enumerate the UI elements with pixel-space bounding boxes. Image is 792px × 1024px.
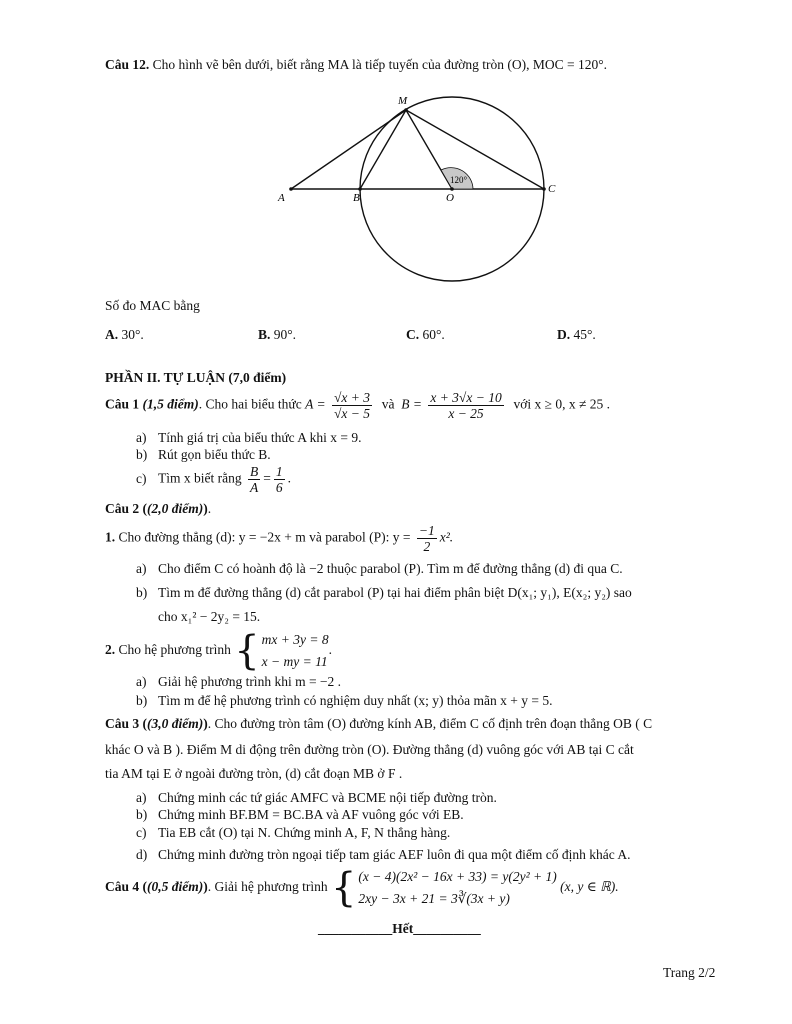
q12-option-c: C. 60°.	[406, 327, 445, 342]
c3-line3: tia AM tại E ở ngoài đường tròn, (d) cắt đoạn MB ở F .	[105, 766, 403, 781]
c1-stem: Câu 1 (1,5 điểm). Cho hai biểu thức A = $\frac{√x + 3}{√x - 5}$ và B = $\frac{x + 3√x - 10}{x - 25}$ với x ≥ 0, x ≠ 25 .	[105, 390, 611, 421]
label-a: A	[278, 192, 285, 204]
c3-b: b) Chứng minh BF.BM = BC.BA và AF vuông góc với EB.	[136, 807, 464, 822]
q12-question: Số đo MAC bằng	[105, 298, 200, 313]
c1-a: a) Tính giá trị của biểu thức A khi x = 9.	[136, 430, 362, 445]
frac-a: $\frac{√x + 3}{√x - 5}$	[333, 390, 370, 421]
page-number: Trang 2/2	[663, 965, 716, 980]
c2-c: a) Giải hệ phương trình khi m = −2 .	[136, 674, 342, 689]
c3-line2: khác O và B ). Điểm M di động trên đường tròn (O). Đường thẳng (d) vuông góc với AB tại C cắt	[105, 742, 634, 757]
label-o: O	[446, 192, 454, 204]
q12-option-a: A. 30°.	[105, 327, 144, 342]
point-b	[358, 187, 362, 191]
c2-b-line1: b) Tìm m để đường thẳng (d) cắt parabol (P) tại hai điểm phân biệt D(x₁; y₁), E(x₂; y₂) sao	[136, 585, 632, 600]
c3-line1: Câu 3 ((3,0 điểm)). Cho đường tròn tâm (O) đường kính AB, điểm C cố định trên đoạn thẳng OB ( C	[105, 716, 653, 731]
q12-option-d: D. 45°.	[557, 327, 596, 342]
segment-mc	[406, 110, 544, 189]
point-o	[450, 187, 454, 191]
c1-b: b) Rút gọn biểu thức B.	[136, 447, 271, 462]
c3-c: c) Tia EB cắt (O) tại N. Chứng minh A, F, N thẳng hàng.	[136, 825, 451, 840]
point-m	[404, 108, 408, 112]
c2-a: a) Cho điểm C có hoành độ là −2 thuộc parabol (P). Tìm m để đường thẳng (d) đi qua C.	[136, 561, 623, 576]
label-b: B	[353, 192, 360, 204]
c4: Câu 4 ((0,5 điểm)). Giải hệ phương trình { (x − 4)(2x² − 16x + 33) = y(2y² + 1) 2xy − 3x + 21 = 3∛(3x + y) (x, y ∈ ℝ).	[105, 865, 619, 911]
c2-d: b) Tìm m để hệ phương trình có nghiệm duy nhất (x; y) thỏa mãn x + y = 5.	[136, 693, 553, 708]
segment-am	[291, 110, 406, 189]
segment-mb	[360, 110, 406, 189]
q12-option-b: B. 90°.	[258, 327, 297, 342]
c3-d: d) Chứng minh đường tròn ngoại tiếp tam giác AEF luôn đi qua một điểm cố định khác A.	[136, 847, 631, 862]
c3-a: a) Chứng minh các tứ giác AMFC và BCME nội tiếp đường tròn.	[136, 790, 497, 805]
end-marker: ___________Hết__________	[318, 921, 481, 936]
label-m: M	[398, 95, 408, 107]
c1-c: c) Tìm x biết rằng $\frac{B}{A}$ = $\frac{1}{6}$ .	[136, 464, 291, 495]
c2-part1: 1. Cho đường thẳng (d): y = −2x + m và parabol (P): y = $\frac{-1}{2}$ x².	[105, 523, 454, 554]
c2-b-line2: cho x₁² − 2y₂ = 15.	[158, 609, 261, 624]
label-c: C	[548, 183, 556, 195]
q12-text: Cho hình vẽ bên dưới, biết rằng MA là tiếp tuyến của đường tròn (O), MOC = 120°.	[152, 57, 607, 72]
point-c	[542, 187, 546, 191]
geometry-figure	[270, 88, 570, 288]
q12-stem	[105, 56, 607, 74]
frac-b: $\frac{x + 3√x - 10}{x - 25}$	[430, 390, 502, 421]
c2-part2: 2. Cho hệ phương trình { mx + 3y = 8 x − my = 11 .	[105, 628, 332, 674]
point-a	[289, 187, 293, 191]
part2-title: PHẦN II. TỰ LUẬN (7,0 điểm)	[105, 370, 287, 385]
label-angle: 120°	[450, 175, 468, 185]
q12-label: Câu 12.	[105, 57, 150, 72]
c2-stem: Câu 2 ((2,0 điểm)).	[105, 501, 212, 516]
